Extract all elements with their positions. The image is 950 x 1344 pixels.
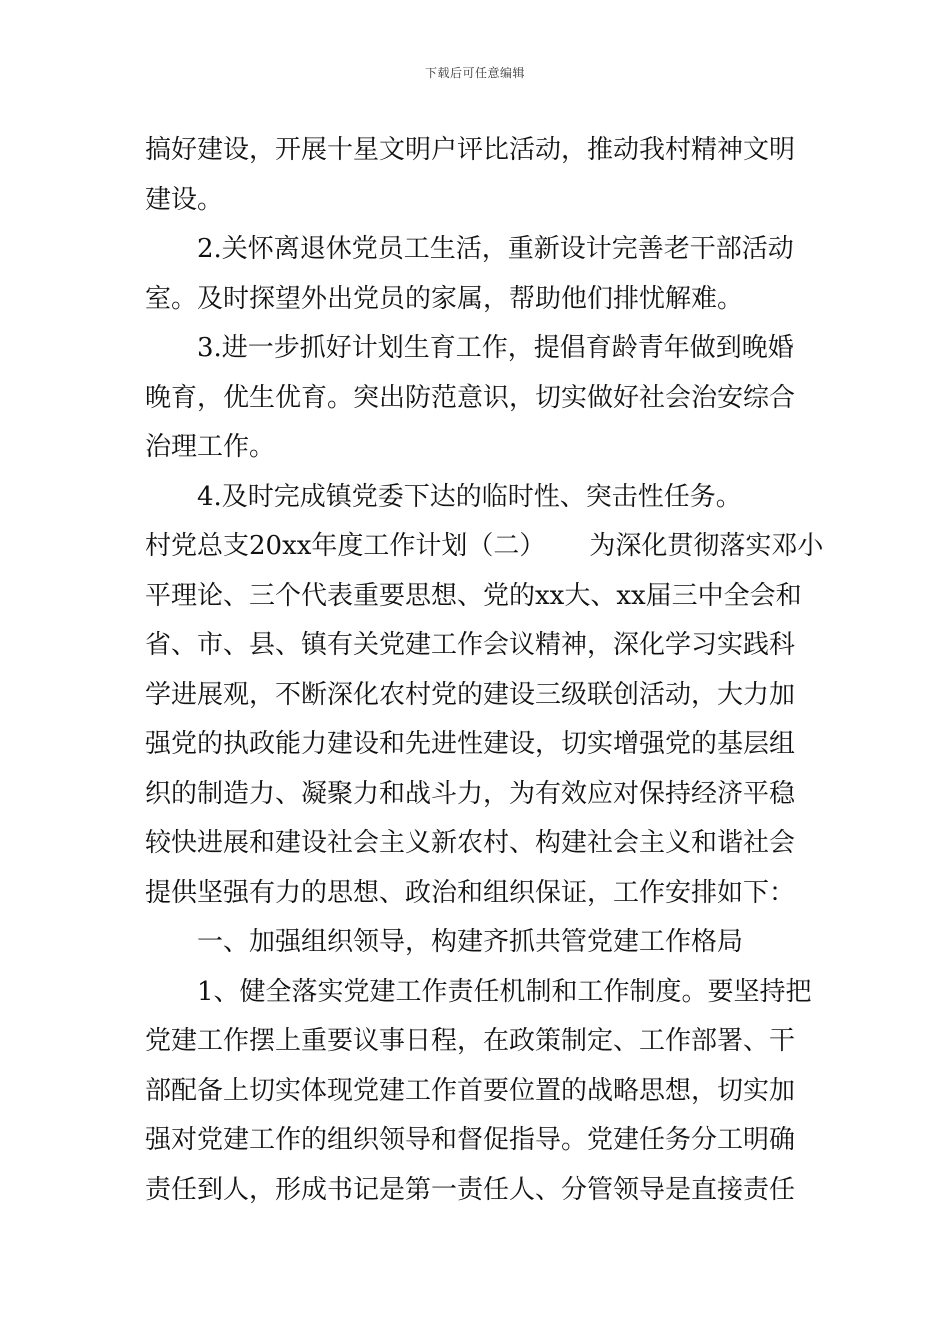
line-text: 责任到人，形成书记是第一责任人、分管领导是直接责任 bbox=[145, 1174, 796, 1205]
text-line bbox=[145, 374, 807, 424]
line-text: 搞好建设，开展十星文明户评比活动，推动我村精神文明 bbox=[145, 135, 796, 165]
text-line bbox=[145, 572, 807, 622]
section-title: 村党总支20xx年度工作计划（二） bbox=[145, 531, 546, 561]
line-text: 较快进展和建设社会主义新农村、构建社会主义和谐社会 bbox=[145, 828, 796, 858]
text-line bbox=[145, 1116, 807, 1166]
line-text: 2.关怀离退休党员工生活，重新设计完善老干部活动 bbox=[197, 234, 794, 264]
text-line bbox=[145, 176, 807, 226]
line-text: 党建工作摆上重要议事日程，在政策制定、工作部署、干 bbox=[145, 1026, 796, 1056]
line-text: 晚育，优生优育。突出防范意识，切实做好社会治安综合 bbox=[145, 382, 796, 413]
text-line bbox=[145, 423, 807, 473]
line-text: 织的制造力、凝聚力和战斗力，为有效应对保持经济平稳 bbox=[145, 778, 796, 809]
line-text: 1、健全落实党建工作责任机制和工作制度。要坚持把 bbox=[197, 976, 812, 1007]
page-header: 下载后可任意编辑 bbox=[424, 66, 525, 80]
line-text: 省、市、县、镇有关党建工作会议精神，深化学习实践科 bbox=[145, 630, 796, 660]
paragraph-start-line bbox=[145, 324, 807, 374]
line-text: 为深化贯彻落实邓小 bbox=[589, 531, 824, 561]
text-line bbox=[145, 126, 807, 176]
paragraph-start-line bbox=[145, 473, 807, 523]
line-text: 建设。 bbox=[145, 184, 224, 215]
text-line bbox=[145, 1067, 807, 1117]
line-text: 部配备上切实体现党建工作首要位置的战略思想，切实加 bbox=[145, 1075, 796, 1106]
text-line bbox=[145, 770, 807, 820]
text-line bbox=[145, 671, 807, 721]
text-line bbox=[145, 869, 807, 919]
line-text: 强对党建工作的组织领导和督促指导。党建任务分工明确 bbox=[145, 1125, 796, 1155]
text-line bbox=[145, 275, 807, 325]
document-body bbox=[145, 126, 824, 1215]
line-text: 提供坚强有力的思想、政治和组织保证，工作安排如下： bbox=[145, 877, 796, 908]
paragraph-start-line bbox=[145, 968, 812, 1018]
text-line bbox=[145, 819, 807, 869]
line-text: 强党的执政能力建设和先进性建设，切实增强党的基层组 bbox=[145, 729, 796, 759]
heading-text: 一、加强组织领导，构建齐抓共管党建工作格局 bbox=[197, 927, 744, 957]
text-line bbox=[145, 720, 807, 770]
section-title-line bbox=[145, 522, 824, 572]
line-text: 室。及时探望外出党员的家属，帮助他们排忧解难。 bbox=[145, 283, 744, 314]
line-text: 学进展观，不断深化农村党的建设三级联创活动，大力加 bbox=[145, 679, 796, 710]
line-text: 治理工作。 bbox=[145, 432, 276, 462]
heading-line bbox=[145, 918, 807, 968]
text-line bbox=[145, 621, 807, 671]
line-text: 4.及时完成镇党委下达的临时性、突击性任务。 bbox=[197, 481, 742, 512]
line-text: 平理论、三个代表重要思想、党的xx大、xx届三中全会和 bbox=[145, 580, 802, 611]
paragraph-start-line bbox=[145, 225, 807, 275]
text-line bbox=[145, 1017, 807, 1067]
text-line bbox=[145, 1166, 807, 1216]
line-text: 3.进一步抓好计划生育工作，提倡育龄青年做到晚婚 bbox=[197, 333, 794, 363]
